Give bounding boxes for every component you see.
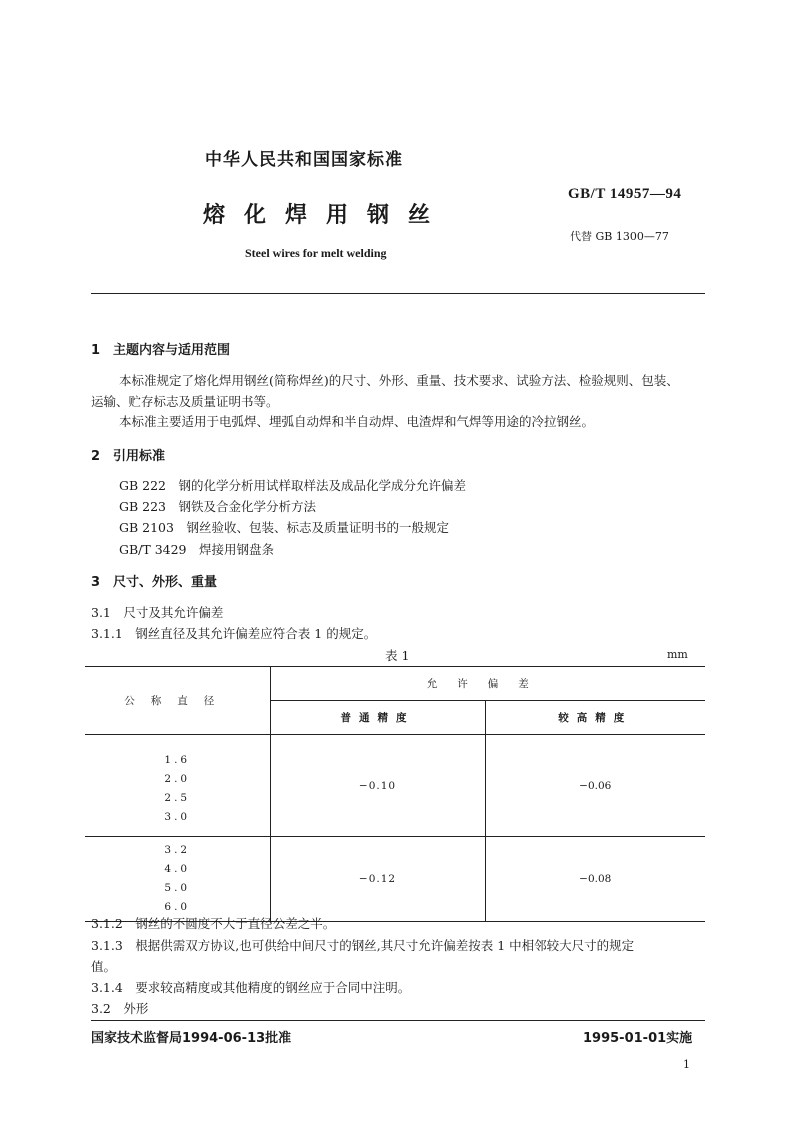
clause-3-1-4: 3.1.4 要求较高精度或其他精度的钢丝应于合同中注明。 bbox=[91, 980, 411, 995]
approval-date: 国家技术监督局1994-06-13批准 bbox=[91, 1031, 292, 1046]
clause-3-1-3-line-1: 3.1.3 根据供需双方协议,也可供给中间尺寸的钢丝,其尺寸允许偏差按表 1 中相邻较大尺寸的规定 bbox=[91, 938, 635, 953]
header-high-precision: 较高精度 bbox=[558, 712, 633, 724]
section-1-paragraph-2: 本标准主要适用于电弧焊、埋弧自动焊和半自动焊、电渣焊和气焊等用途的冷拉钢丝。 bbox=[119, 414, 595, 429]
reference-item: GB 223 钢铁及合金化学分析方法 bbox=[119, 499, 317, 514]
diameter-value: 5.0 bbox=[164, 882, 191, 894]
diameter-tolerance-table bbox=[85, 666, 705, 922]
header-divider bbox=[91, 293, 705, 294]
section-1-paragraph-1-line-1: 本标准规定了熔化焊用钢丝(简称焊丝)的尺寸、外形、重量、技术要求、试验方法、检验规则、包装、 bbox=[119, 373, 679, 388]
header-allowed-tolerance: 允许偏差 bbox=[270, 667, 705, 701]
clause-3-1: 3.1 尺寸及其允许偏差 bbox=[91, 605, 224, 620]
section-1-heading: 1 主题内容与适用范围 bbox=[91, 343, 231, 358]
document-title: 熔化焊用钢丝 bbox=[203, 203, 450, 228]
table-row bbox=[85, 735, 705, 837]
table-caption: 表 1 bbox=[385, 648, 410, 663]
diameter-value: 1.6 bbox=[164, 753, 191, 766]
diameter-value: 3.2 bbox=[164, 844, 191, 856]
diameter-value: 2.0 bbox=[164, 772, 191, 785]
clause-3-1-1: 3.1.1 钢丝直径及其允许偏差应符合表 1 的规定。 bbox=[91, 626, 377, 641]
effective-date: 1995-01-01实施 bbox=[583, 1031, 693, 1046]
standard-number: GB/T 14957—94 bbox=[568, 186, 682, 202]
replaces-standard: 代替 GB 1300—77 bbox=[570, 230, 669, 243]
reference-item: GB 222 钢的化学分析用试样取样法及成品化学成分允许偏差 bbox=[119, 478, 467, 493]
english-title: Steel wires for melt welding bbox=[245, 246, 387, 260]
header-normal-precision: 普通精度 bbox=[270, 701, 485, 735]
section-3-heading: 3 尺寸、外形、重量 bbox=[91, 575, 218, 590]
normal-tolerance-value: −0.12 bbox=[270, 837, 485, 922]
table-row bbox=[85, 837, 705, 922]
table-unit: mm bbox=[667, 648, 688, 661]
clause-3-2: 3.2 外形 bbox=[91, 1001, 149, 1016]
diameter-group bbox=[85, 735, 270, 837]
section-1-paragraph-1-line-2: 运输、贮存标志及质量证明书等。 bbox=[91, 394, 279, 409]
section-2-heading: 2 引用标准 bbox=[91, 449, 166, 464]
clause-3-1-3-line-2: 值。 bbox=[91, 959, 117, 974]
clause-3-1-2: 3.1.2 钢丝的不圆度不大于直径公差之半。 bbox=[91, 916, 336, 931]
reference-item: GB 2103 钢丝验收、包装、标志及质量证明书的一般规定 bbox=[119, 520, 449, 535]
high-tolerance-value: −0.06 bbox=[485, 735, 705, 837]
page-number: 1 bbox=[683, 1058, 690, 1071]
footer-divider bbox=[91, 1020, 705, 1021]
diameter-value: 3.0 bbox=[164, 810, 191, 823]
diameter-group bbox=[85, 837, 270, 922]
national-standard-heading: 中华人民共和国国家标准 bbox=[205, 150, 403, 170]
header-nominal-diameter: 公称直径 bbox=[85, 667, 270, 735]
high-tolerance-value: −0.08 bbox=[485, 837, 705, 922]
reference-item: GB/T 3429 焊接用钢盘条 bbox=[119, 542, 275, 557]
diameter-value: 2.5 bbox=[164, 791, 191, 804]
normal-tolerance-value: −0.10 bbox=[270, 735, 485, 837]
diameter-value: 4.0 bbox=[164, 863, 191, 875]
diameter-value: 6.0 bbox=[164, 901, 191, 913]
